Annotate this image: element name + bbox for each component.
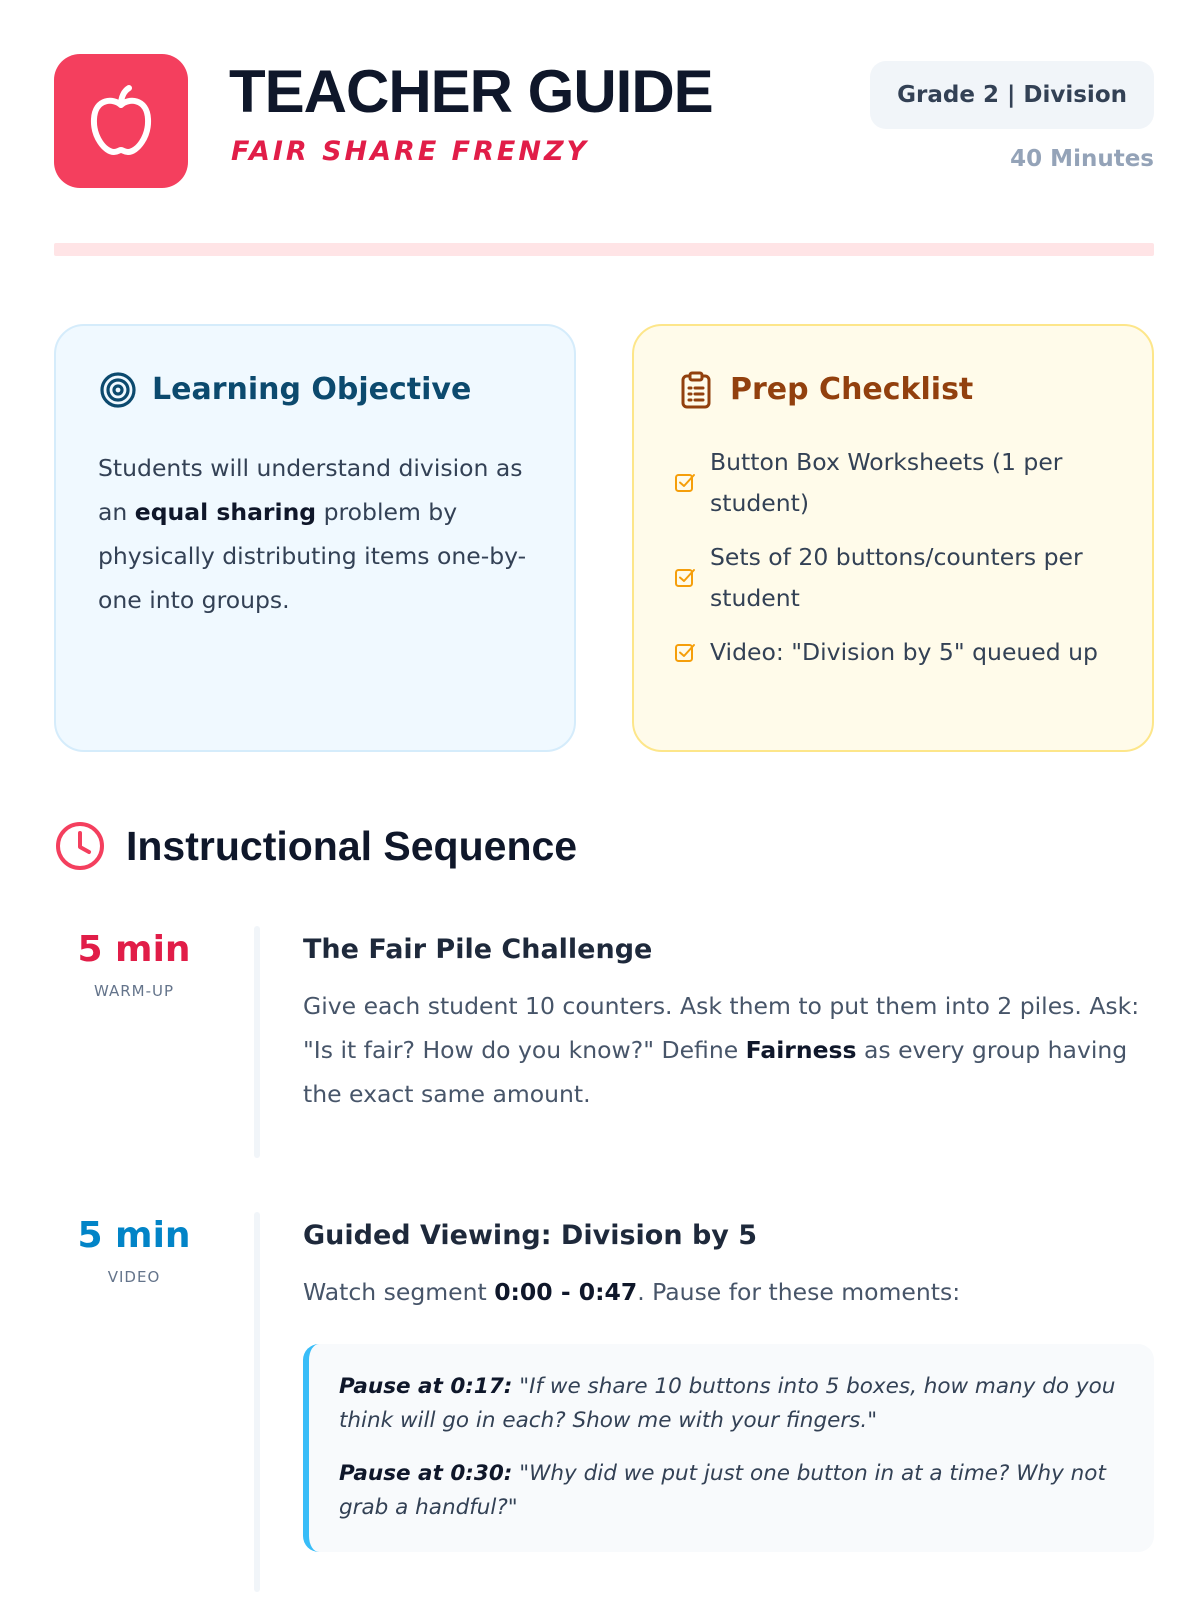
step-description: Give each student 10 counters. Ask them to put them into 2 piles. Ask: "Is it fair? How do you know?" Define Fairness as every group having the exact same amount. xyxy=(303,992,1140,1108)
duration-label: 40 Minutes xyxy=(1010,146,1154,172)
timeline-line xyxy=(254,926,260,1158)
learning-objective-card xyxy=(54,324,576,752)
list-item xyxy=(674,632,1134,673)
step-tag: VIDEO xyxy=(107,1268,161,1286)
step-title: Guided Viewing: Division by 5 xyxy=(303,1220,758,1251)
prep-checklist-title: Prep Checklist xyxy=(730,372,974,407)
pause-quote: "Why did we put just one button in at a time? Why not grab a handful?" xyxy=(339,1461,1106,1520)
step-duration: 5 min xyxy=(77,1215,191,1256)
pause-note xyxy=(339,1457,1126,1525)
step-time xyxy=(54,1215,214,1286)
prep-checklist xyxy=(674,442,1134,686)
logo xyxy=(54,54,188,188)
prep-checklist-card xyxy=(632,324,1154,752)
clipboard-icon xyxy=(676,370,716,410)
prep-checklist-header xyxy=(676,370,973,410)
instructional-sequence-header xyxy=(54,820,577,872)
checkbox-checked-icon xyxy=(674,642,696,664)
clock-icon xyxy=(54,820,106,872)
checkbox-checked-icon xyxy=(674,567,696,589)
pause-quote: "If we share 10 buttons into 5 boxes, how many do you think will go in each? Show me with your fingers." xyxy=(339,1374,1116,1433)
emphasis: 0:00 - 0:47 xyxy=(494,1278,638,1306)
target-icon xyxy=(98,370,138,410)
learning-objective-text: Students will understand division as an equal sharing problem by physically distributing items one-by-one into groups. xyxy=(98,454,527,614)
pause-callout xyxy=(303,1344,1154,1552)
learning-objective-header xyxy=(98,370,471,410)
checklist-item-text: Sets of 20 buttons/counters per student xyxy=(710,543,1083,612)
step-duration: 5 min xyxy=(77,929,191,970)
pause-note xyxy=(339,1370,1126,1438)
timeline-line xyxy=(254,1212,260,1592)
list-item xyxy=(674,537,1134,619)
apple-icon xyxy=(81,81,161,161)
step-time xyxy=(54,929,214,1000)
step-tag: WARM-UP xyxy=(93,982,175,1000)
sequence-step-warm-up xyxy=(54,926,1154,1158)
grade-badge: Grade 2 | Division xyxy=(870,61,1154,129)
pause-label: Pause at 0:30: xyxy=(339,1461,513,1486)
sequence-step-video xyxy=(54,1212,1154,1592)
header-divider xyxy=(54,243,1154,256)
checklist-item-text: Button Box Worksheets (1 per student) xyxy=(710,448,1063,517)
emphasis: Fairness xyxy=(745,1036,857,1064)
header xyxy=(54,54,1154,188)
pause-label: Pause at 0:17: xyxy=(339,1374,513,1399)
step-description: Watch segment 0:00 - 0:47. Pause for these moments: xyxy=(303,1278,961,1306)
checklist-item-text: Video: "Division by 5" queued up xyxy=(710,638,1098,666)
step-title: The Fair Pile Challenge xyxy=(303,934,653,965)
learning-objective-title: Learning Objective xyxy=(152,372,472,407)
page-subtitle: FAIR SHARE FRENZY xyxy=(231,136,590,167)
emphasis: equal sharing xyxy=(134,498,317,526)
section-title: Instructional Sequence xyxy=(126,822,578,869)
list-item xyxy=(674,442,1134,524)
checkbox-checked-icon xyxy=(674,472,696,494)
page-title: TEACHER GUIDE xyxy=(229,58,713,125)
